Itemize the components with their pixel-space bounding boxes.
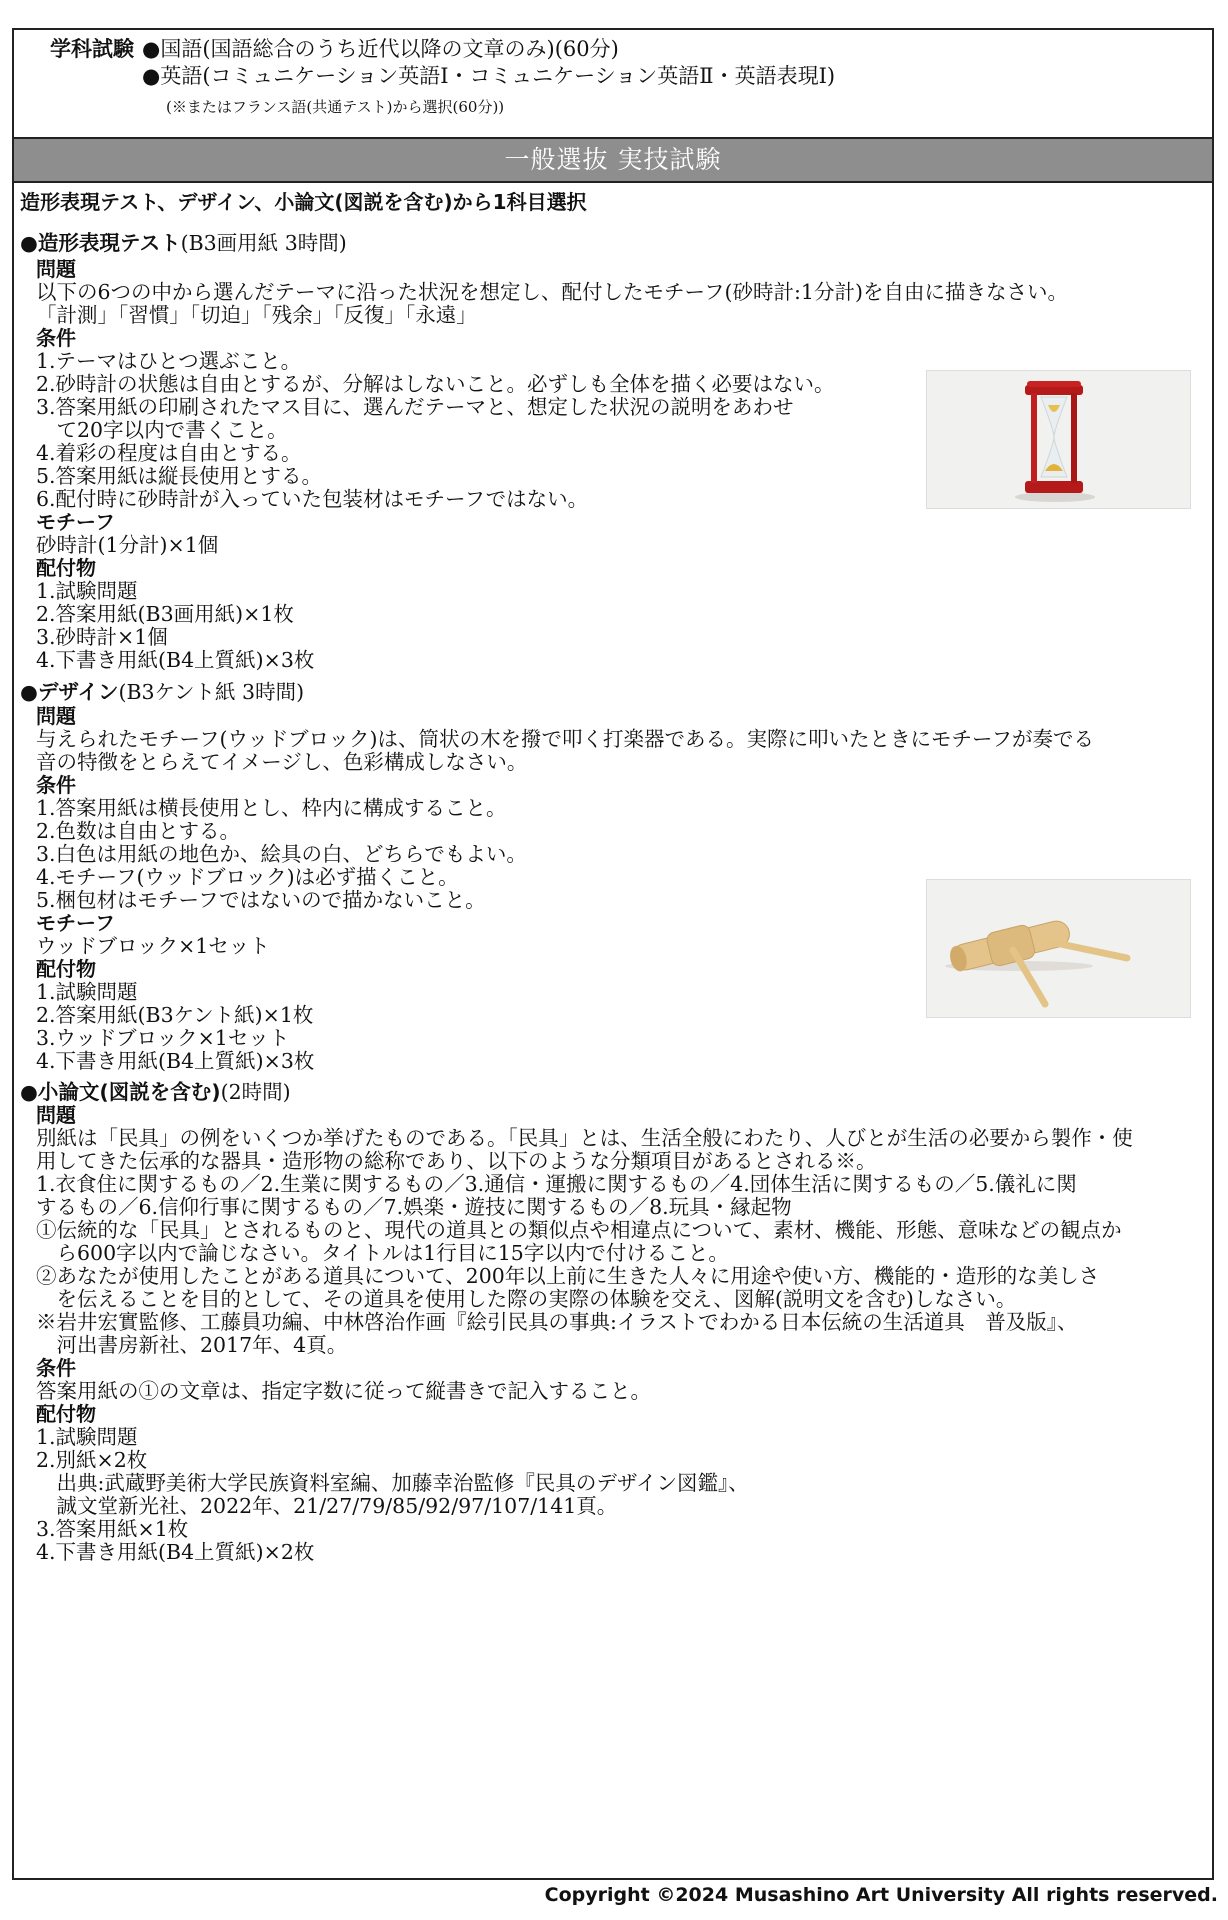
essay-question-line: ら600字以内で論じなさい。タイトルは1行目に15字以内で付けること。 (36, 1241, 729, 1265)
design-condition-line: 4.モチーフ(ウッドブロック)は必ず描くこと。 (36, 865, 459, 889)
woodblock-icon (927, 880, 1190, 1017)
section-band-title: 一般選抜 実技試験 (14, 139, 1212, 183)
essay-meta: (2時間) (220, 1080, 291, 1104)
essay-title: ●小論文(図説を含む) (20, 1080, 221, 1104)
essay-question-line: 用してきた伝承的な器具・造形物の総称であり、以下のような分類項目があるとされる※。 (36, 1149, 877, 1173)
zokei-condition-line: 2.砂時計の状態は自由とするが、分解はしないこと。必ずしも全体を描く必要はない。 (36, 372, 835, 396)
academic-label: 学科試験 (50, 37, 134, 61)
design-handout-line: 2.答案用紙(B3ケント紙)×1枚 (36, 1003, 314, 1027)
essay-handout-line: 2.別紙×2枚 (36, 1448, 148, 1472)
intro-text: 造形表現テスト、デザイン、小論文(図説を含む)から1科目選択 (20, 190, 587, 214)
essay-question-line: 別紙は「民具」の例をいくつか挙げたものである。「民具」とは、生活全般にわたり、人びとが生活の必要から製作・使 (36, 1126, 1133, 1150)
design-motif-label: モチーフ (36, 911, 115, 935)
essay-condition-line: 答案用紙の①の文章は、指定字数に従って縦書きで記入すること。 (36, 1379, 651, 1403)
design-handout-line: 1.試験問題 (36, 980, 138, 1004)
design-meta: (B3ケント紙 3時間) (118, 680, 305, 704)
academic-english: ●英語(コミュニケーション英語Ⅰ・コミュニケーション英語Ⅱ・英語表現Ⅰ) (142, 64, 836, 88)
copyright-notice: Copyright ©2024 Musashino Art University All rights reserved. (544, 1884, 1218, 1906)
zokei-condition-line: 1.テーマはひとつ選ぶこと。 (36, 349, 302, 373)
academic-japanese: ●国語(国語総合のうち近代以降の文章のみ)(60分) (142, 37, 619, 61)
zokei-handout-line: 2.答案用紙(B3画用紙)×1枚 (36, 602, 294, 626)
zokei-condition-line: て20字以内で書くこと。 (36, 418, 288, 442)
essay-question-line: するもの／6.信仰行事に関するもの／7.娯楽・遊技に関するもの／8.玩具・縁起物 (36, 1195, 792, 1219)
essay-conditions-label: 条件 (36, 1356, 76, 1380)
essay-handout-line: 3.答案用紙×1枚 (36, 1517, 189, 1541)
design-handout-label: 配付物 (36, 957, 96, 981)
zokei-heading (20, 230, 347, 257)
design-condition-line: 1.答案用紙は横長使用とし、枠内に構成すること。 (36, 796, 507, 820)
zokei-condition-line: 5.答案用紙は縦長使用とする。 (36, 464, 323, 488)
essay-handout-line: 4.下書き用紙(B4上質紙)×2枚 (36, 1540, 315, 1564)
hourglass-icon (927, 371, 1190, 508)
essay-question-line: ※岩井宏實監修、工藤員功編、中林啓治作画『絵引民具の事典:イラストでわかる日本伝統の生活道具 普及版』、 (36, 1310, 1078, 1334)
essay-question-line: ①伝統的な「民具」とされるものと、現代の道具との類似点や相違点について、素材、機能、形態、意味などの観点か (36, 1218, 1122, 1242)
design-question-label: 問題 (36, 704, 76, 728)
zokei-handout-line: 1.試験問題 (36, 579, 138, 603)
essay-handout-line: 出典:武蔵野美術大学民族資料室編、加藤幸治監修『民具のデザイン図鑑』、 (36, 1471, 749, 1495)
zokei-handout-line: 4.下書き用紙(B4上質紙)×3枚 (36, 648, 315, 672)
zokei-motif-line: 砂時計(1分計)×1個 (36, 533, 219, 557)
essay-handout-label: 配付物 (36, 1402, 96, 1426)
design-heading (20, 679, 304, 706)
design-conditions-label: 条件 (36, 773, 76, 797)
essay-question-line: 1.衣食住に関するもの／2.生業に関するもの／3.通信・運搬に関するもの／4.団体生活に関するもの／5.儀礼に関 (36, 1172, 1077, 1196)
zokei-condition-line: 4.着彩の程度は自由とする。 (36, 441, 302, 465)
essay-question-line: ②あなたが使用したことがある道具について、200年以上前に生きた人々に用途や使い方、機能的・造形的な美しさ (36, 1264, 1100, 1288)
design-motif-line: ウッドブロック×1セット (36, 934, 270, 958)
zokei-condition-line: 6.配付時に砂時計が入っていた包装材はモチーフではない。 (36, 487, 589, 511)
essay-handout-line: 誠文堂新光社、2022年、21/27/79/85/92/97/107/141頁。 (36, 1494, 618, 1518)
design-handout-line: 3.ウッドブロック×1セット (36, 1026, 290, 1050)
essay-question-label: 問題 (36, 1103, 76, 1127)
zokei-motif-label: モチーフ (36, 510, 115, 534)
design-condition-line: 3.白色は用紙の地色か、絵具の白、どちらでもよい。 (36, 842, 527, 866)
zokei-conditions-label: 条件 (36, 326, 76, 350)
design-condition-line: 2.色数は自由とする。 (36, 819, 241, 843)
essay-question-line: を伝えることを目的として、その道具を使用した際の実際の体験を交え、図解(説明文を含む)しなさい。 (36, 1287, 1017, 1311)
zokei-condition-line: 3.答案用紙の印刷されたマス目に、選んだテーマと、想定した状況の説明をあわせ (36, 395, 794, 419)
zokei-question-label: 問題 (36, 257, 76, 281)
zokei-title: ●造形表現テスト (20, 231, 181, 255)
design-title: ●デザイン (20, 680, 119, 704)
academic-exam-section (14, 30, 1212, 139)
zokei-question-line: 「計測」「習慣」「切迫」「残余」「反復」「永遠」 (36, 303, 477, 327)
essay-handout-line: 1.試験問題 (36, 1425, 138, 1449)
zokei-handout-label: 配付物 (36, 556, 96, 580)
woodblock-photo (926, 879, 1191, 1018)
design-condition-line: 5.梱包材はモチーフではないので描かないこと。 (36, 888, 486, 912)
hourglass-photo (926, 370, 1191, 509)
essay-question-line: 河出書房新社、2017年、4頁。 (36, 1333, 348, 1357)
design-question-line: 与えられたモチーフ(ウッドブロック)は、筒状の木を撥で叩く打楽器である。実際に叩いたときにモチーフが奏でる (36, 727, 1095, 751)
design-handout-line: 4.下書き用紙(B4上質紙)×3枚 (36, 1049, 315, 1073)
zokei-question-line: 以下の6つの中から選んだテーマに沿った状況を想定し、配付したモチーフ(砂時計:1分計)を自由に描きなさい。 (36, 280, 1068, 304)
zokei-handout-line: 3.砂時計×1個 (36, 625, 168, 649)
zokei-meta: (B3画用紙 3時間) (180, 231, 347, 255)
academic-note: (※またはフランス語(共通テスト)から選択(60分)) (166, 98, 505, 116)
exam-frame (12, 28, 1214, 1880)
design-question-line: 音の特徴をとらえてイメージし、色彩構成しなさい。 (36, 750, 528, 774)
